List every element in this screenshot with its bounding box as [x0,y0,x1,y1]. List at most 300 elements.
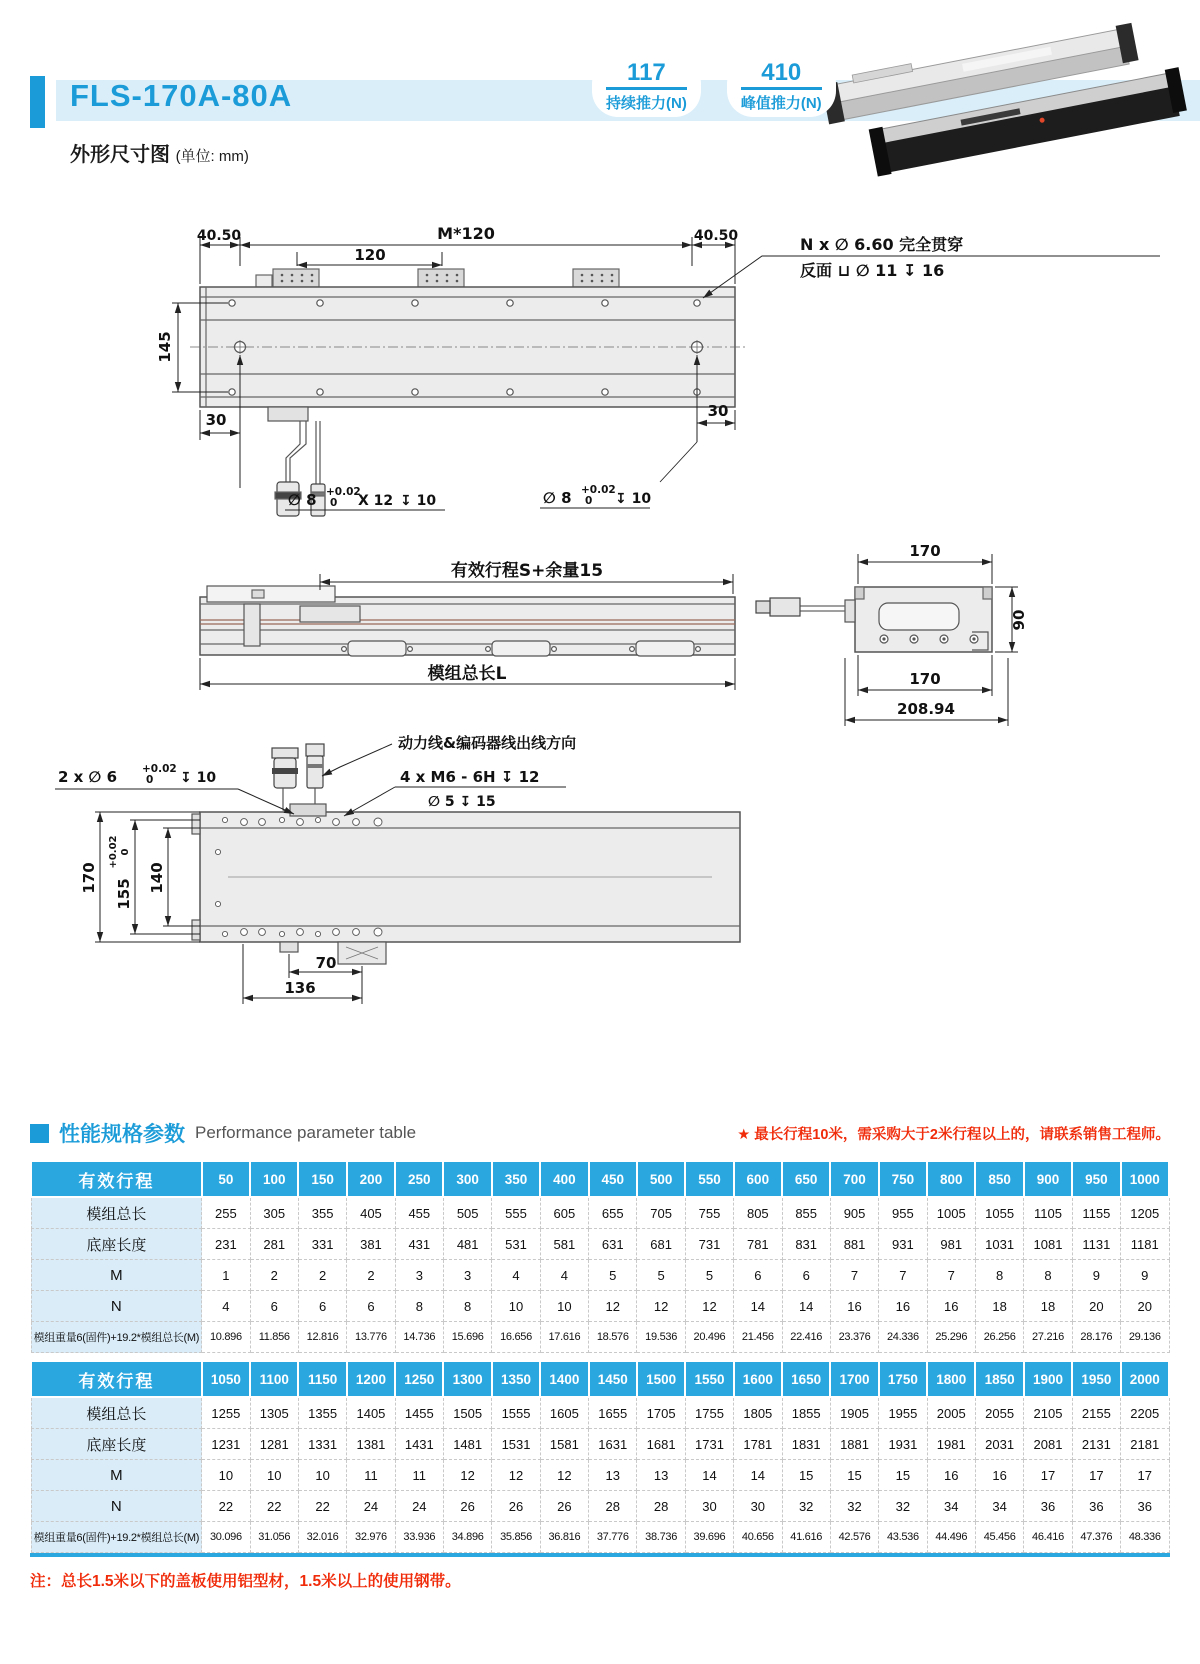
value-cell: 8 [1024,1260,1072,1291]
value-cell: 1431 [395,1429,443,1460]
stroke-header-cell: 300 [443,1161,491,1197]
value-cell: 15 [830,1460,878,1491]
value-cell: 7 [927,1260,975,1291]
value-cell: 26 [540,1491,588,1522]
table-row [31,1460,1169,1491]
value-cell: 15.696 [443,1322,491,1353]
title-accent-bar [30,76,45,128]
value-cell: 11.856 [250,1322,298,1353]
value-cell: 381 [347,1229,395,1260]
stroke-header-cell: 400 [540,1161,588,1197]
dim-70: 70 [315,954,337,972]
table-bottom-rule [30,1553,1170,1557]
stroke-header-cell: 1900 [1024,1361,1072,1397]
value-cell: 16 [879,1291,927,1322]
drawing-caption-unit: (单位: mm) [175,148,249,165]
value-cell: 1705 [637,1397,685,1429]
peak-force-value: 410 [741,60,822,90]
stroke-header-cell: 1550 [685,1361,733,1397]
value-cell: 9 [1072,1260,1120,1291]
stroke-header-cell: 600 [734,1161,782,1197]
table-row [31,1397,1169,1429]
value-cell: 36 [1024,1491,1072,1522]
value-cell: 1731 [685,1429,733,1460]
value-cell: 655 [589,1197,637,1229]
end-dim-total: 208.94 [897,700,955,718]
value-cell: 1955 [879,1397,927,1429]
value-cell: 281 [250,1229,298,1260]
row-label: 底座长度 [31,1429,202,1460]
value-cell: 8 [395,1291,443,1322]
value-cell: 1305 [250,1397,298,1429]
stroke-header-cell: 800 [927,1161,975,1197]
stroke-header-cell: 200 [347,1161,395,1197]
value-cell: 2205 [1121,1397,1169,1429]
stroke-header-cell: 1750 [879,1361,927,1397]
value-cell: 1405 [347,1397,395,1429]
stroke-header-cell: 450 [589,1161,637,1197]
value-cell: 1155 [1072,1197,1120,1229]
table-row [31,1522,1169,1553]
value-cell: 10 [492,1291,540,1322]
value-cell: 23.376 [830,1322,878,1353]
value-cell: 1 [202,1260,250,1291]
value-cell: 1205 [1121,1197,1169,1229]
value-cell: 1281 [250,1429,298,1460]
value-cell: 1355 [298,1397,346,1429]
value-cell: 7 [879,1260,927,1291]
stroke-header-cell: 700 [830,1161,878,1197]
value-cell: 5 [637,1260,685,1291]
stroke-header-label: 有效行程 [31,1361,202,1397]
value-cell: 6 [250,1291,298,1322]
value-cell: 17 [1121,1460,1169,1491]
drawing-caption-title: 外形尺寸图 [70,144,170,166]
value-cell: 1581 [540,1429,588,1460]
value-cell: 1805 [734,1397,782,1429]
value-cell: 331 [298,1229,346,1260]
stroke-header-cell: 1450 [589,1361,637,1397]
value-cell: 505 [443,1197,491,1229]
value-cell: 2005 [927,1397,975,1429]
value-cell: 26 [443,1491,491,1522]
pin-right-base: ∅ 8 [543,489,572,507]
value-cell: 11 [395,1460,443,1491]
value-cell: 1855 [782,1397,830,1429]
continuous-force-label: 持续推力(N) [606,95,687,113]
stroke-header-row [31,1361,1169,1397]
value-cell: 1381 [347,1429,395,1460]
stroke-header-cell: 1950 [1072,1361,1120,1397]
value-cell: 2 [250,1260,298,1291]
value-cell: 28 [637,1491,685,1522]
stroke-header-cell: 1150 [298,1361,346,1397]
value-cell: 16.656 [492,1322,540,1353]
value-cell: 1981 [927,1429,975,1460]
value-cell: 4 [202,1291,250,1322]
value-cell: 34 [975,1491,1023,1522]
stroke-header-cell: 1000 [1121,1161,1169,1197]
pin-note-tol-zero: 0 [146,774,154,786]
stroke-header-cell: 950 [1072,1161,1120,1197]
value-cell: 6 [782,1260,830,1291]
value-cell: 16 [830,1291,878,1322]
value-cell: 26.256 [975,1322,1023,1353]
value-cell: 24 [395,1491,443,1522]
table-row [31,1260,1169,1291]
value-cell: 26 [492,1491,540,1522]
value-cell: 14 [782,1291,830,1322]
tap-note: 4 x M6 - 6H ↧ 12 [400,768,540,786]
stroke-header-cell: 1300 [443,1361,491,1397]
cable-direction-note: 动力线&编码器线出线方向 [398,734,577,752]
value-cell: 231 [202,1229,250,1260]
value-cell: 4 [492,1260,540,1291]
value-cell: 2031 [975,1429,1023,1460]
value-cell: 32 [782,1491,830,1522]
value-cell: 16 [927,1460,975,1491]
end-dim-170-bottom: 170 [909,670,941,688]
row-label: N [31,1491,202,1522]
value-cell: 45.456 [975,1522,1023,1553]
section-title-cn: 性能规格参数 [59,1123,185,1146]
value-cell: 731 [685,1229,733,1260]
value-cell: 28 [589,1491,637,1522]
value-cell: 22.416 [782,1322,830,1353]
hole-note-line2: 反面 ⊔ ∅ 11 ↧ 16 [800,261,945,280]
stroke-header-cell: 150 [298,1161,346,1197]
value-cell: 13 [637,1460,685,1491]
value-cell: 30 [685,1491,733,1522]
performance-section-header [30,1118,1170,1148]
value-cell: 1031 [975,1229,1023,1260]
value-cell: 1255 [202,1397,250,1429]
value-cell: 1881 [830,1429,878,1460]
value-cell: 6 [347,1291,395,1322]
end-dim-90: 90 [1010,609,1028,631]
dim-155: 155 [115,878,133,910]
table-row [31,1197,1169,1229]
value-cell: 631 [589,1229,637,1260]
table-row [31,1491,1169,1522]
stroke-header-cell: 1700 [830,1361,878,1397]
stroke-header-cell: 50 [202,1161,250,1197]
value-cell: 18.576 [589,1322,637,1353]
value-cell: 14 [734,1460,782,1491]
end-dim-170-top: 170 [909,542,941,560]
value-cell: 43.536 [879,1522,927,1553]
value-cell: 27.216 [1024,1322,1072,1353]
value-cell: 981 [927,1229,975,1260]
top-view-drawing [156,224,1160,516]
dim-40-50-left: 40.50 [196,228,242,244]
value-cell: 1755 [685,1397,733,1429]
value-cell: 1081 [1024,1229,1072,1260]
stroke-header-cell: 1650 [782,1361,830,1397]
value-cell: 781 [734,1229,782,1260]
pin-left-tol-plus: +0.02 [326,486,361,498]
total-length-label: 模组总长L [427,664,507,684]
value-cell: 2 [347,1260,395,1291]
stroke-header-cell: 1100 [250,1361,298,1397]
stroke-header-cell: 2000 [1121,1361,1169,1397]
dim-30-right: 30 [707,402,729,420]
value-cell: 405 [347,1197,395,1229]
value-cell: 1655 [589,1397,637,1429]
value-cell: 3 [443,1260,491,1291]
row-label: M [31,1460,202,1491]
value-cell: 455 [395,1197,443,1229]
value-cell: 355 [298,1197,346,1229]
value-cell: 14.736 [395,1322,443,1353]
stroke-header-cell: 1850 [975,1361,1023,1397]
value-cell: 31.056 [250,1522,298,1553]
pin-right-depth: ↧ 10 [615,491,652,507]
value-cell: 24 [347,1491,395,1522]
value-cell: 16 [927,1291,975,1322]
value-cell: 855 [782,1197,830,1229]
value-cell: 44.496 [927,1522,975,1553]
stroke-dim-label: 有效行程S+余量15 [450,561,604,581]
continuous-force-value: 117 [606,60,687,90]
value-cell: 15 [782,1460,830,1491]
value-cell: 12 [589,1291,637,1322]
row-label: 模组总长 [31,1397,202,1429]
value-cell: 34 [927,1491,975,1522]
value-cell: 2081 [1024,1429,1072,1460]
drawing-caption [70,138,249,167]
value-cell: 831 [782,1229,830,1260]
stroke-header-cell: 1500 [637,1361,685,1397]
value-cell: 36 [1072,1491,1120,1522]
value-cell: 755 [685,1197,733,1229]
value-cell: 30.096 [202,1522,250,1553]
value-cell: 1555 [492,1397,540,1429]
value-cell: 17 [1072,1460,1120,1491]
table-row [31,1322,1169,1353]
value-cell: 481 [443,1229,491,1260]
dim-155-tol-plus: +0.02 [108,835,119,869]
value-cell: 10 [298,1460,346,1491]
value-cell: 1105 [1024,1197,1072,1229]
value-cell: 12.816 [298,1322,346,1353]
value-cell: 18 [1024,1291,1072,1322]
value-cell: 36.816 [540,1522,588,1553]
row-label: 底座长度 [31,1229,202,1260]
stroke-header-cell: 850 [975,1161,1023,1197]
value-cell: 1531 [492,1429,540,1460]
value-cell: 1005 [927,1197,975,1229]
dim-140: 140 [148,862,166,894]
value-cell: 1931 [879,1429,927,1460]
value-cell: 20 [1121,1291,1169,1322]
value-cell: 931 [879,1229,927,1260]
dim-pitch: M*120 [437,224,495,243]
dim-120: 120 [354,246,386,264]
value-cell: 13 [589,1460,637,1491]
table-row [31,1291,1169,1322]
value-cell: 22 [250,1491,298,1522]
value-cell: 10 [202,1460,250,1491]
value-cell: 431 [395,1229,443,1260]
dim-30-left: 30 [205,411,227,429]
value-cell: 705 [637,1197,685,1229]
value-cell: 12 [540,1460,588,1491]
stroke-header-cell: 650 [782,1161,830,1197]
value-cell: 30 [734,1491,782,1522]
pin-note-base: 2 x ∅ 6 [58,768,118,786]
dim-155-tol-zero: 0 [120,848,131,856]
value-cell: 42.576 [830,1522,878,1553]
row-label: M [31,1260,202,1291]
value-cell: 2131 [1072,1429,1120,1460]
value-cell: 14 [734,1291,782,1322]
value-cell: 255 [202,1197,250,1229]
value-cell: 18 [975,1291,1023,1322]
value-cell: 33.936 [395,1522,443,1553]
pin-note-tol-plus: +0.02 [142,763,177,775]
value-cell: 805 [734,1197,782,1229]
stroke-header-label: 有效行程 [31,1161,202,1197]
value-cell: 681 [637,1229,685,1260]
value-cell: 1131 [1072,1229,1120,1260]
value-cell: 39.696 [685,1522,733,1553]
stroke-header-cell: 900 [1024,1161,1072,1197]
stroke-header-cell: 1400 [540,1361,588,1397]
value-cell: 32.016 [298,1522,346,1553]
stroke-header-cell: 1050 [202,1361,250,1397]
value-cell: 35.856 [492,1522,540,1553]
stroke-header-cell: 350 [492,1161,540,1197]
value-cell: 22 [202,1491,250,1522]
stroke-header-cell: 550 [685,1161,733,1197]
value-cell: 4 [540,1260,588,1291]
value-cell: 8 [975,1260,1023,1291]
value-cell: 2 [298,1260,346,1291]
pin-left-base: ∅ 8 [288,491,317,509]
value-cell: 28.176 [1072,1322,1120,1353]
performance-table-2 [30,1360,1170,1553]
value-cell: 21.456 [734,1322,782,1353]
table-row [31,1229,1169,1260]
performance-table-1 [30,1160,1170,1353]
stroke-header-cell: 250 [395,1161,443,1197]
value-cell: 36 [1121,1491,1169,1522]
value-cell: 12 [685,1291,733,1322]
value-cell: 11 [347,1460,395,1491]
stroke-header-cell: 1350 [492,1361,540,1397]
value-cell: 29.136 [1121,1322,1169,1353]
stroke-limit-note: ★ 最长行程10米，需采购大于2米行程以上的，请联系销售工程师。 [737,1126,1170,1143]
value-cell: 41.616 [782,1522,830,1553]
row-label: 模组总长 [31,1197,202,1229]
peak-force-badge [727,58,836,117]
value-cell: 955 [879,1197,927,1229]
value-cell: 20.496 [685,1322,733,1353]
row-label: N [31,1291,202,1322]
value-cell: 1831 [782,1429,830,1460]
pin-right-tol-plus: +0.02 [581,484,616,496]
value-cell: 1905 [830,1397,878,1429]
pin-left-depth: ↧ 10 [400,493,437,509]
pin-left-count: X 12 [358,493,394,509]
bottom-view-drawing [55,734,740,1004]
footer-note: 注：总长1.5米以下的盖板使用铝型材，1.5米以上的使用钢带。 [30,1573,461,1590]
dimension-drawings [0,192,1200,1072]
dim-136: 136 [284,979,316,997]
value-cell: 40.656 [734,1522,782,1553]
value-cell: 12 [443,1460,491,1491]
value-cell: 10 [540,1291,588,1322]
value-cell: 1055 [975,1197,1023,1229]
value-cell: 34.896 [443,1522,491,1553]
value-cell: 46.416 [1024,1522,1072,1553]
pin-note-depth: ↧ 10 [180,770,217,786]
row-label: 模组重量6(固件)+19.2*模组总长(M) [31,1522,202,1553]
tap-note-2: ∅ 5 ↧ 15 [428,794,496,810]
value-cell: 22 [298,1491,346,1522]
value-cell: 3 [395,1260,443,1291]
value-cell: 881 [830,1229,878,1260]
value-cell: 6 [734,1260,782,1291]
value-cell: 531 [492,1229,540,1260]
continuous-force-badge [592,58,701,117]
value-cell: 1605 [540,1397,588,1429]
value-cell: 2155 [1072,1397,1120,1429]
value-cell: 32 [879,1491,927,1522]
pin-right-tol-zero: 0 [585,495,593,507]
value-cell: 2181 [1121,1429,1169,1460]
stroke-header-cell: 500 [637,1161,685,1197]
value-cell: 1631 [589,1429,637,1460]
value-cell: 1455 [395,1397,443,1429]
value-cell: 12 [492,1460,540,1491]
dim-170-left: 170 [80,862,98,894]
stroke-header-cell: 1800 [927,1361,975,1397]
stroke-header-cell: 750 [879,1161,927,1197]
dim-40-50-right: 40.50 [693,228,739,244]
value-cell: 581 [540,1229,588,1260]
value-cell: 20 [1072,1291,1120,1322]
section-title-en: Performance parameter table [195,1123,417,1142]
value-cell: 19.536 [637,1322,685,1353]
value-cell: 12 [637,1291,685,1322]
row-label: 模组重量6(固件)+19.2*模组总长(M) [31,1322,202,1353]
value-cell: 47.376 [1072,1522,1120,1553]
value-cell: 16 [975,1460,1023,1491]
table-row [31,1429,1169,1460]
value-cell: 9 [1121,1260,1169,1291]
stroke-header-cell: 1200 [347,1361,395,1397]
value-cell: 5 [589,1260,637,1291]
value-cell: 8 [443,1291,491,1322]
value-cell: 1481 [443,1429,491,1460]
value-cell: 17.616 [540,1322,588,1353]
value-cell: 5 [685,1260,733,1291]
value-cell: 1781 [734,1429,782,1460]
value-cell: 305 [250,1197,298,1229]
value-cell: 38.736 [637,1522,685,1553]
force-ratings [592,58,836,117]
stroke-header-cell: 1250 [395,1361,443,1397]
value-cell: 1231 [202,1429,250,1460]
value-cell: 905 [830,1197,878,1229]
end-view-drawing [756,542,1028,726]
peak-force-label: 峰值推力(N) [740,95,822,113]
value-cell: 24.336 [879,1322,927,1353]
performance-section [30,1118,1170,1591]
value-cell: 1681 [637,1429,685,1460]
